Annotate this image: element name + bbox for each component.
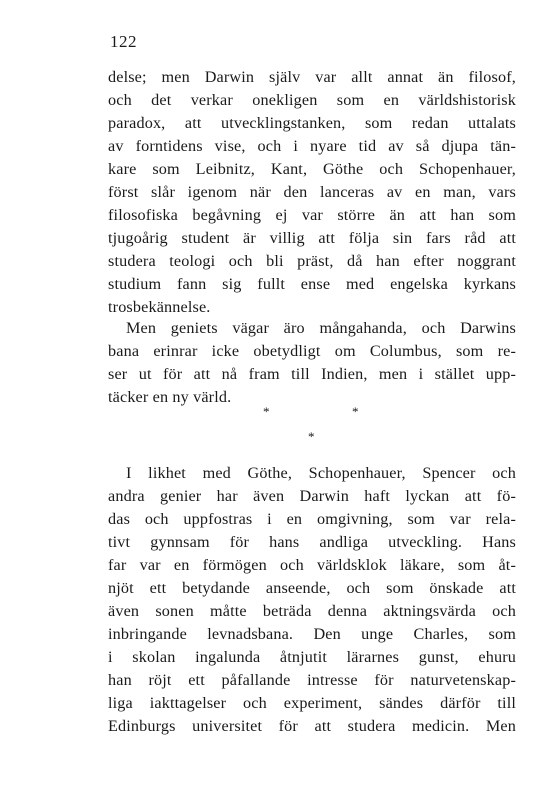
text-line: han röjt ett påfallande intresse för naturvetenskap-	[108, 671, 516, 689]
page-number: 122	[110, 32, 137, 51]
text-line: i skolan ingalunda åtnjutit lärarnes gunst, ehuru	[108, 648, 516, 666]
text-line: das och uppfostras i en omgivning, som var rela-	[108, 510, 516, 528]
text-line: först slår igenom när den lanceras av en man, vars	[108, 183, 516, 201]
section-separator-asterisk: *	[352, 404, 359, 419]
text-line: av forntidens vise, och i nyare tid av så djupa tän-	[108, 137, 516, 155]
text-line: täcker en ny värld.	[108, 388, 232, 406]
text-line: liga iakttagelser och experiment, sändes därför till	[108, 694, 516, 712]
text-line: studera teologi och bli präst, då han efter noggrant	[108, 252, 516, 270]
text-line: och det verkar onekligen som en världshistorisk	[108, 91, 516, 109]
text-line: njöt ett betydande anseende, och som önskade att	[108, 579, 516, 597]
text-line: även sonen måtte beträda denna aktningsvärda och	[108, 602, 516, 620]
text-line: paradox, att utvecklingstanken, som redan uttalats	[108, 114, 516, 132]
text-line: studium fann sig fullt ense med engelska kyrkans	[108, 275, 516, 293]
text-line: delse; men Darwin själv var allt annat än filosof,	[108, 68, 516, 86]
text-line: tivt gynnsam för hans andliga utveckling. Hans	[108, 533, 516, 551]
paragraph-2	[108, 317, 516, 409]
paragraph-3	[108, 462, 516, 738]
text-line: Men geniets vägar äro mångahanda, och Darwins	[126, 319, 516, 337]
text-line: inbringande levnadsbana. Den unge Charles, som	[108, 625, 516, 643]
text-line: bana erinrar icke obetydligt om Columbus, som re-	[108, 342, 516, 360]
section-separator-asterisk: *	[308, 429, 315, 444]
paragraph-1	[108, 66, 516, 319]
text-line: Edinburgs universitet för att studera medicin. Men	[108, 717, 516, 735]
text-line: tjugoårig student är villig att följa sin fars råd att	[108, 229, 516, 247]
section-separator-asterisk: *	[263, 404, 270, 419]
text-line: ser ut för att nå fram till Indien, men i stället upp-	[108, 365, 516, 383]
text-line: trosbekännelse.	[108, 298, 211, 316]
text-line: far var en förmögen och världsklok läkare, som åt-	[108, 556, 516, 574]
text-line: kare som Leibnitz, Kant, Göthe och Schopenhauer,	[108, 160, 516, 178]
text-line: andra genier har även Darwin haft lyckan att fö-	[108, 487, 516, 505]
text-line: filosofiska begåvning ej var större än att han som	[108, 206, 516, 224]
text-line: I likhet med Göthe, Schopenhauer, Spencer och	[126, 464, 516, 482]
